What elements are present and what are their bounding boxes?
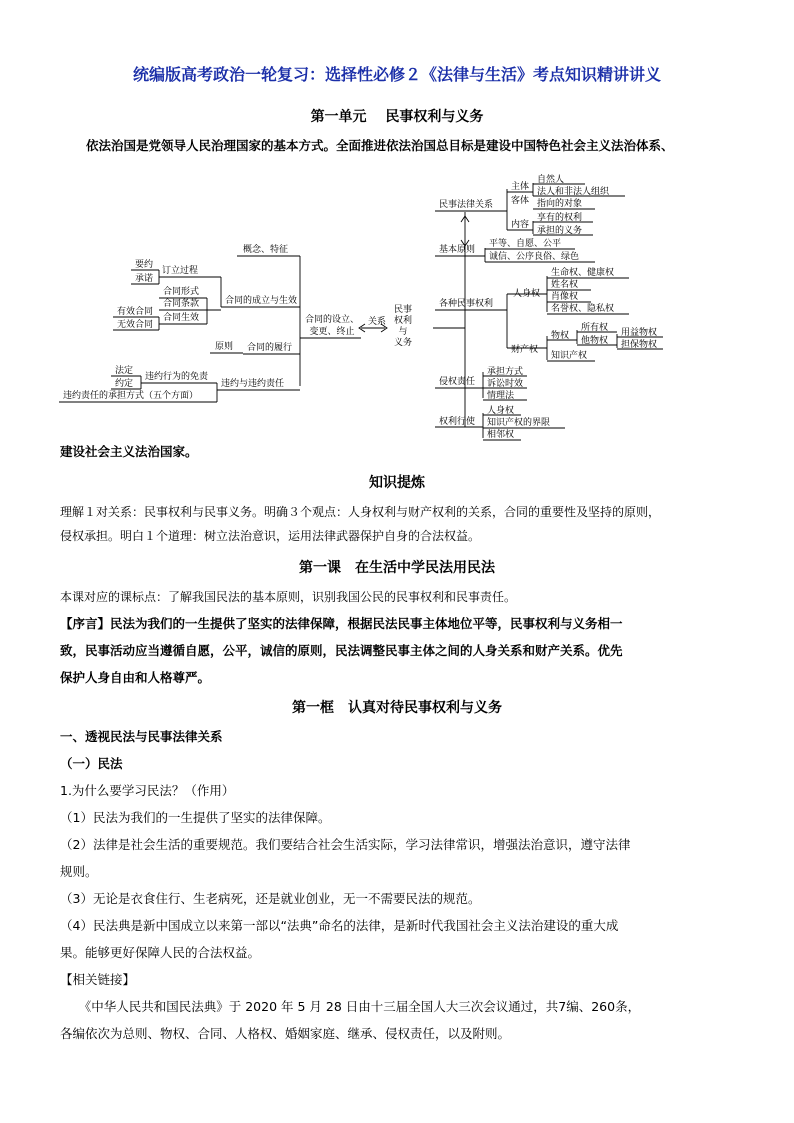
exercise-rights: 权利行使 [439,417,476,427]
form: 合同形式 [163,287,200,297]
answer-2-line2: 规则。 [60,864,98,879]
knowledge-line2: 侵权承担。明白１个道理：树立法治意识，运用法律武器保护自身的合法权益。 [60,529,481,543]
exercise-3: 相邻权 [487,430,515,440]
rights: 享有的权利 [537,213,583,223]
preface-line2: 致，民事活动应当遵循自愿，公平，诚信的原则，民法调整民事主体之间的人身关系和财产关系。优先 [60,643,623,658]
offer: 要约 [135,260,154,270]
principle: 原则 [215,342,234,352]
liability-ways: 违约责任的承担方式（五个方面） [63,391,199,401]
mindmap-center [394,303,412,348]
section-title: 第一框 认真对待民事权利与义务 [292,700,502,716]
answer-4-line2: 果。能够更好保障人民的合法权益。 [60,945,261,960]
knowledge-line1: 理解１对关系：民事权利与民事义务。明确３个观点：人身权利与财产权利的关系，合同的重要性及坚持的原则， [60,505,661,519]
answer-3: （3）无论是衣食住行、生老病死，还是就业创业，无一不需要民法的规范。 [60,891,481,906]
center-line2: 权利 [393,316,413,326]
center-line3: 与 [398,327,408,337]
document-title: 统编版高考政治一轮复习：选择性必修２《法律与生活》考点知识精讲讲义 [132,65,661,84]
question-1: 1.为什么要学习民法？（作用） [60,783,235,798]
heading-s1: 一、透视民法与民事法律关系 [60,729,223,744]
object: 指向的对象 [537,199,583,209]
knowledge-title: 知识提炼 [369,475,425,491]
name-right: 姓名权 [551,280,579,290]
other-real-right: 他物权 [581,336,609,346]
preface-line1: 【序言】民法为我们的一生提供了坚实的法律保障，根据民法民事主体地位平等，民事权利与义务相一 [60,616,623,631]
course-point: 本课对应的课标点：了解我国民法的基本原则，识别我国公民的民事权利和民事责任。 [60,590,517,604]
left-liability: 违约与违约责任 [221,379,285,389]
terms: 合同条款 [163,299,200,309]
legal: 法定 [115,366,134,376]
civil-relation: 民事法律关系 [439,200,494,210]
related-link-line1: 《中华人民共和国民法典》于 2020 年 5 月 28 日由十三届全国人大三次会议通过，共7编、260条， [60,999,641,1014]
tort-liability: 侵权责任 [439,377,476,387]
valid-contract: 有效合同 [117,307,154,317]
center-line4: 义务 [393,338,413,348]
left-performance: 合同的履行 [247,343,293,353]
offer-process: 订立过程 [162,266,199,276]
principle-2: 诚信、公序良俗、绿色 [489,252,580,262]
duties: 承担的义务 [537,226,583,236]
contract-main-line1: 合同的设立、 [304,315,360,325]
intro-text-line2: 建设社会主义法治国家。 [60,444,198,459]
answer-1: （1）民法为我们的一生提供了坚实的法律保障。 [60,810,331,825]
principle-1: 平等、自愿、公平 [489,239,562,249]
content: 内容 [511,220,530,230]
life-health: 生命权、健康权 [551,268,615,278]
real-right: 物权 [551,331,570,341]
intro-text-line1: 依法治国是党领导人民治理国家的基本方式。全面推进依法治国总目标是建设中国特色社会主义法治体系、 [86,138,674,153]
left-formation: 合同的成立与生效 [225,296,298,306]
left-concept: 概念、特征 [243,245,289,255]
unit-title: 第一单元 民事权利与义务 [310,109,484,125]
related-link-title: 【相关链接】 [60,972,136,987]
personal-rights: 人身权 [513,289,541,299]
various-rights: 各种民事权利 [439,299,494,309]
related-link-line2: 各编依次为总则、物权、合同、人格权、婚姻家庭、继承、侵权责任，以及附则。 [60,1026,511,1041]
property-rights: 财产权 [511,345,539,355]
portrait-right: 肖像权 [551,292,579,302]
object-label: 客体 [511,196,530,206]
natural-person: 自然人 [537,175,565,185]
relation-label: 关系 [367,317,387,327]
exercise-2: 知识产权的界限 [487,418,551,428]
exempt-reason: 情理法 [487,391,515,401]
lesson-title: 第一课 在生活中学民法用民法 [299,560,495,576]
effect: 合同生效 [163,313,200,323]
contract-main-line2: 变更、终止 [309,327,355,337]
ip-right: 知识产权 [551,351,588,361]
preface-line3: 保护人身自由和人格尊严。 [60,670,211,685]
exercise-1: 人身权 [487,406,515,416]
agreed: 约定 [115,379,134,389]
invalid-contract: 无效合同 [117,320,154,330]
limitation: 诉讼时效 [487,379,524,389]
heading-s1-1: （一）民法 [60,756,123,771]
security-right: 担保物权 [621,340,658,350]
ownership: 所有权 [581,323,609,333]
bear-ways: 承担方式 [487,367,524,377]
mindmap-diagram [55,172,745,447]
legal-person: 法人和非法人组织 [537,187,610,197]
accept: 承诺 [135,274,154,284]
answer-2-line1: （2）法律是社会生活的重要规范。我们要结合社会生活实际，学习法律常识，增强法治意识，遵守法律 [60,837,631,852]
center-line1: 民事 [393,305,413,315]
basic-principle: 基本原则 [439,245,476,255]
exemption: 违约行为的免责 [145,372,209,382]
subject: 主体 [511,182,530,192]
answer-4-line1: （4）民法典是新中国成立以来第一部以“法典”命名的法律，是新时代我国社会主义法治建设的重大成 [60,918,619,933]
usufruct: 用益物权 [621,328,658,338]
reputation-right: 名誉权、隐私权 [551,304,615,314]
